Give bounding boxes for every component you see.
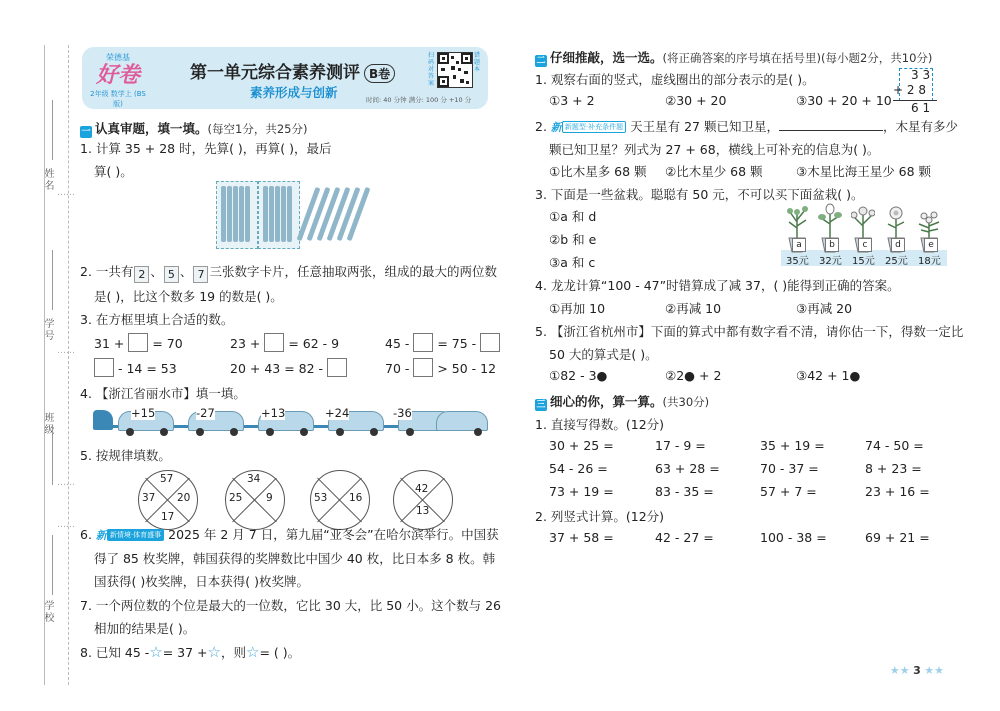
binding-decor: …… bbox=[57, 478, 75, 488]
page-number: ★★ 3 ★★ bbox=[889, 664, 944, 677]
calc-item: 23 + 16 = bbox=[865, 484, 930, 499]
section-3-title: 细心的你，算一算。 bbox=[550, 394, 663, 409]
plant-label: a bbox=[792, 238, 806, 252]
q2-3-option[interactable]: ③a 和 c bbox=[549, 255, 596, 270]
star-icon: ☆ bbox=[246, 643, 260, 661]
q2-1-line1: 1. 观察右面的竖式，虚线圈出的部分表示的是( )。 bbox=[535, 72, 815, 87]
section-1-number: 一 bbox=[81, 127, 91, 137]
answer-box[interactable] bbox=[264, 333, 284, 352]
pattern-circle: 53 16 bbox=[310, 470, 370, 530]
q1-3-row2-b: 20 + 43 = 82 - bbox=[230, 358, 347, 377]
answer-box[interactable] bbox=[128, 333, 148, 352]
logo-sub-text: 2年级 数学上 (BS版) bbox=[90, 90, 146, 108]
school-blank[interactable] bbox=[52, 535, 53, 595]
answer-box[interactable] bbox=[413, 358, 433, 377]
q2-2-line2: 颗已知卫星？列式为 27 + 68，横线上可补充的信息为( )。 bbox=[549, 142, 880, 157]
digit-card: 2 bbox=[134, 266, 149, 283]
q3-1-label: 1. 直接写得数。(12分) bbox=[535, 417, 665, 432]
star-decor-icon: ★★ bbox=[889, 664, 910, 677]
q1-6-line1: 6. 新 新情境·体育盛事 2025 年 2 月 7 日，第九届“亚冬会”在哈尔滨举行。中国获 bbox=[80, 527, 499, 542]
q2-2-option[interactable]: ②比木星少 68 颗 bbox=[665, 164, 763, 179]
binding-decor: …… bbox=[57, 520, 75, 530]
calc-item: 74 - 50 = bbox=[865, 438, 924, 453]
q2-1-option[interactable]: ③30 + 20 + 10 bbox=[796, 93, 892, 108]
q2-4-option[interactable]: ①再加 10 bbox=[549, 301, 606, 316]
q2-2-option[interactable]: ③木星比海王星少 68 颗 bbox=[796, 164, 932, 179]
plant-price: 25元 bbox=[885, 256, 908, 267]
q1-6-line3: 国获得( )枚奖牌，日本获得( )枚奖牌。 bbox=[94, 574, 309, 589]
qr-left-label: 扫码对答案 bbox=[428, 52, 435, 87]
vertical-addition: 3 3 + 2 8 6 1 bbox=[889, 68, 939, 115]
section-2-heading bbox=[535, 48, 932, 67]
section-2-number: 二 bbox=[536, 56, 546, 66]
plant-price: 18元 bbox=[918, 256, 941, 267]
calc-item: 54 - 26 = bbox=[549, 461, 608, 476]
calc-item: 69 + 21 = bbox=[865, 530, 930, 545]
star-icon: ☆ bbox=[207, 643, 221, 661]
section-3-note: (共30分) bbox=[662, 395, 710, 409]
q2-5-option[interactable]: ①82 - 3● bbox=[549, 368, 608, 383]
q2-5-line2: 50 大的算式是( )。 bbox=[549, 347, 658, 362]
q1-4-label: 4. 【浙江省丽水市】填一填。 bbox=[80, 386, 246, 401]
section-1-title: 认真审题，填一填。 bbox=[95, 121, 208, 136]
q2-1-option[interactable]: ①3 + 2 bbox=[549, 93, 595, 108]
star-icon: ☆ bbox=[149, 643, 163, 661]
calc-item: 17 - 9 = bbox=[655, 438, 706, 453]
calc-item: 37 + 58 = bbox=[549, 530, 614, 545]
q2-5-option[interactable]: ③42 + 1● bbox=[796, 368, 861, 383]
pattern-circle: 42 13 bbox=[393, 470, 453, 530]
q1-7-line1: 7. 一个两位数的个位是最大的一位数，它比 30 大，比 50 小。这个数与 26 bbox=[80, 598, 501, 613]
q2-3-option[interactable]: ②b 和 e bbox=[549, 232, 597, 247]
q1-2-line2: 是( )，比这个数多 19 的数是( )。 bbox=[94, 289, 283, 304]
question-tag: 新情境·体育盛事 bbox=[107, 529, 164, 541]
calc-item: 42 - 27 = bbox=[655, 530, 714, 545]
q2-2-line1: 2. 新 新题型·补充条件题 天王星有 27 颗已知卫星， ，木星有多少 bbox=[535, 119, 958, 134]
q2-5-option[interactable]: ②2● + 2 bbox=[665, 368, 722, 383]
plant-price: 15元 bbox=[852, 256, 875, 267]
q2-5-line1: 5. 【浙江省杭州市】下面的算式中都有数字看不清，请你估一下，得数一定比 bbox=[535, 324, 964, 339]
answer-box[interactable] bbox=[94, 358, 114, 377]
train-op: +13 bbox=[261, 406, 286, 420]
calc-item: 83 - 35 = bbox=[655, 484, 714, 499]
logo-main-text: 好卷 bbox=[95, 63, 140, 88]
q1-5-label: 5. 按规律填数。 bbox=[80, 448, 171, 463]
version-badge: B卷 bbox=[364, 64, 395, 83]
plant-label: e bbox=[924, 238, 938, 252]
q2-4-line1: 4. 龙龙计算“100 - 47”时错算成了减 37，( )能得到正确的答案。 bbox=[535, 278, 900, 293]
calc-item: 35 + 19 = bbox=[760, 438, 825, 453]
pattern-circle: 57 37 20 17 bbox=[138, 470, 198, 530]
binding-dashed-line bbox=[68, 45, 69, 685]
q2-3-option[interactable]: ①a 和 d bbox=[549, 209, 597, 224]
calc-item: 8 + 23 = bbox=[865, 461, 922, 476]
binding-line bbox=[44, 45, 45, 685]
section-2-note: (将正确答案的序号填在括号里)(每小题2分，共10分) bbox=[662, 51, 933, 65]
plant-price: 32元 bbox=[819, 256, 842, 267]
q2-2-option[interactable]: ①比木星多 68 颗 bbox=[549, 164, 647, 179]
calc-item: 57 + 7 = bbox=[760, 484, 817, 499]
answer-box[interactable] bbox=[413, 333, 433, 352]
train-op: -27 bbox=[196, 406, 215, 420]
qr-right-label: 错题本 bbox=[474, 52, 481, 73]
page-title: 第一单元综合素养测评 B卷 bbox=[190, 58, 395, 83]
q3-2-label: 2. 列竖式计算。(12分) bbox=[535, 509, 665, 524]
calc-item: 70 - 37 = bbox=[760, 461, 819, 476]
binding-label-name: 姓名 bbox=[42, 168, 53, 192]
q1-3-label: 3. 在方框里填上合适的数。 bbox=[80, 312, 234, 327]
section-1-note: (每空1分，共25分) bbox=[207, 122, 308, 136]
page-subtitle: 素养形成与创新 bbox=[250, 85, 338, 100]
train-op: -36 bbox=[393, 406, 412, 420]
binding-decor: …… bbox=[57, 188, 75, 198]
q1-3-row1-a: 31 + = 70 bbox=[94, 333, 183, 352]
plant-label: d bbox=[891, 238, 905, 252]
q1-3-row1-c: 45 - = 75 - bbox=[385, 333, 500, 352]
q1-2-line1: 2. 一共有 2 、 5 、 7 三张数字卡片，任意抽取两张，组成的最大的两位数 bbox=[80, 264, 497, 281]
calc-item: 73 + 19 = bbox=[549, 484, 614, 499]
train-op: +15 bbox=[131, 406, 156, 420]
answer-box[interactable] bbox=[327, 358, 347, 377]
pattern-circle: 34 25 9 bbox=[225, 470, 285, 530]
q2-4-option[interactable]: ②再减 10 bbox=[665, 301, 722, 316]
section-3-number: 三 bbox=[536, 400, 546, 410]
binding-label-class: 班级 bbox=[42, 412, 53, 436]
calc-item: 63 + 28 = bbox=[655, 461, 720, 476]
calc-item: 30 + 25 = bbox=[549, 438, 614, 453]
binding-decor: …… bbox=[57, 346, 75, 356]
q1-8-line: 8. 已知 45 -☆= 37 +☆，则☆= ( )。 bbox=[80, 643, 301, 661]
binding-label-id: 学号 bbox=[42, 318, 53, 342]
answer-box[interactable] bbox=[480, 333, 500, 352]
q2-3-line1: 3. 下面是一些盆栽。聪聪有 50 元，不可以买下面盆栽( )。 bbox=[535, 187, 864, 202]
calc-item: 100 - 38 = bbox=[760, 530, 827, 545]
exam-meta: 时间: 40 分钟 满分: 100 分 +10 分 bbox=[366, 96, 472, 104]
train-op: +24 bbox=[325, 406, 350, 420]
q1-1-line1: 1. 计算 35 + 28 时，先算( )，再算( )，最后 bbox=[80, 141, 332, 156]
section-2-title: 仔细推敲，选一选。 bbox=[550, 50, 663, 65]
q1-3-row2-a: - 14 = 53 bbox=[94, 358, 177, 377]
binding-label-school: 学校 bbox=[42, 600, 53, 624]
q1-1-line2: 算( )。 bbox=[94, 164, 133, 179]
digit-card: 7 bbox=[193, 266, 208, 283]
star-decor-icon: ★★ bbox=[924, 664, 944, 677]
section-3-heading bbox=[535, 392, 709, 411]
qr-code-icon[interactable] bbox=[437, 52, 473, 88]
q1-3-row2-c: 70 - > 50 - 12 bbox=[385, 358, 496, 377]
logo-top-text: 荣德基 bbox=[106, 53, 130, 62]
plant-price: 35元 bbox=[786, 256, 809, 267]
class-blank[interactable] bbox=[52, 425, 53, 485]
section-1-heading bbox=[80, 119, 307, 138]
id-blank[interactable] bbox=[52, 250, 53, 310]
name-blank[interactable] bbox=[52, 100, 53, 160]
train-engine bbox=[93, 410, 113, 430]
digit-card: 5 bbox=[164, 266, 179, 283]
plant-label: b bbox=[825, 238, 839, 252]
q1-3-row1-b: 23 + = 62 - 9 bbox=[230, 333, 339, 352]
question-tag: 新题型·补充条件题 bbox=[562, 121, 626, 133]
q2-4-option[interactable]: ③再减 20 bbox=[796, 301, 853, 316]
q1-7-line2: 相加的结果是( )。 bbox=[94, 621, 196, 636]
plant-label: c bbox=[858, 238, 872, 252]
q2-1-option[interactable]: ②30 + 20 bbox=[665, 93, 727, 108]
q1-6-line2: 得了 85 枚奖牌，韩国获得的奖牌数比中国少 40 枚，比日本多 8 枚。韩 bbox=[94, 551, 496, 566]
brand-logo bbox=[90, 52, 146, 108]
